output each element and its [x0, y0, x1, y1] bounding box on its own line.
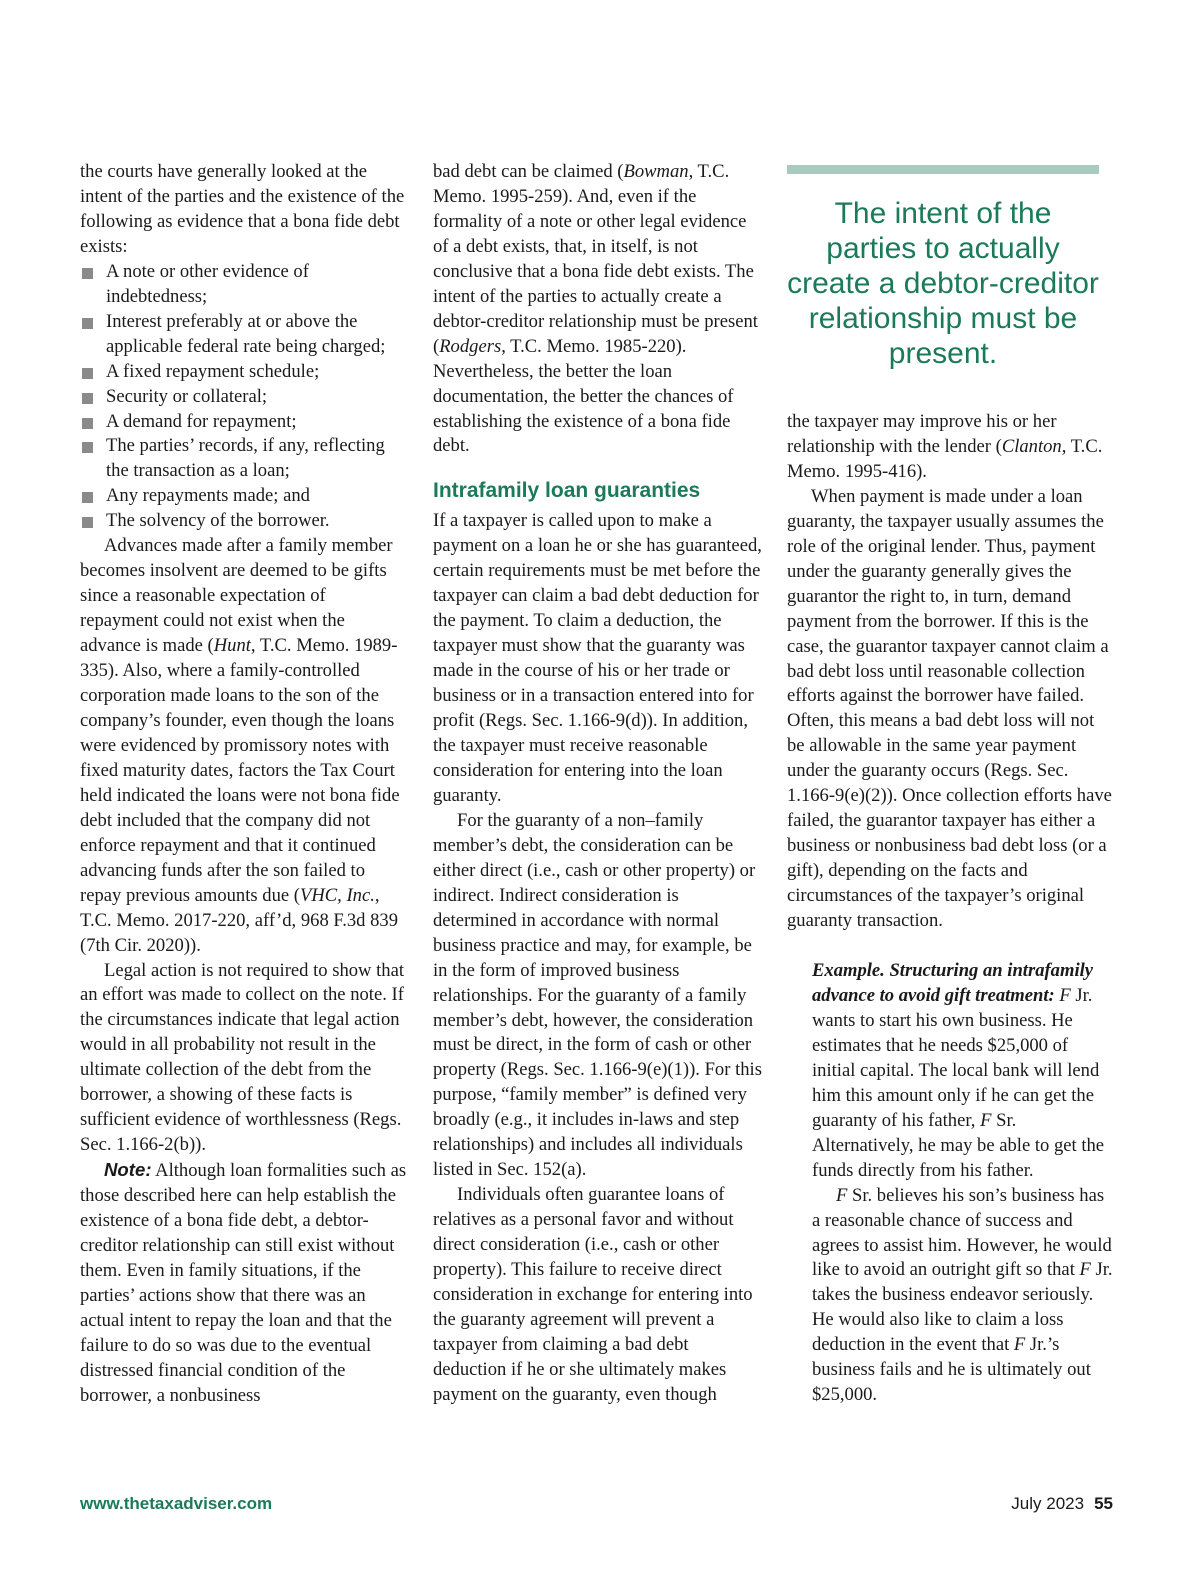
payment-paragraph: When payment is made under a loan guaranty, the taxpayer usually assumes the role of the original lender. Thus, payment under the guaranty generally gives the guarantor the right to, in turn, demand payment from the borrower. If this is the case, the guarantor taxpayer cannot claim a bad debt loss until reasonable collection efforts against the borrower have failed. Often, this means a bad debt loss will not be allowable in the same year payment under the guaranty occurs (Regs. Sec. 1.166-9(e)(2)). Once collection efforts have failed, the guarantor taxpayer has either a business or nonbusiness bad debt loss (or a gift), depending on the facts and circumstances of the taxpayer’s original guaranty transaction.	[787, 485, 1112, 932]
footer-issue	[1011, 1494, 1113, 1514]
list-item: Interest preferably at or above the applicable federal rate being charged;	[80, 310, 408, 360]
issue-date: July 2023	[1011, 1494, 1085, 1513]
legal-action-paragraph: Legal action is not required to show that an effort was made to collect on the note. If the circumstances indicate that legal action would in all probability not result in the ultimate collection of the debt from the borrower, a showing of these facts is sufficient evidence of worthlessness (Regs. Sec. 1.166-2(b)).	[80, 959, 405, 1156]
case-name: Rodgers	[439, 335, 502, 357]
list-item: Security or collateral;	[80, 385, 408, 410]
case-name: VHC, Inc.	[299, 884, 375, 906]
advances-paragraph: Advances made after a family member becomes insolvent are deemed to be gifts since a reasonable expectation of repayment could not exist when the advance is made (Hunt, T.C. Memo. 1989-335). Also, where a family-controlled corporation made loans to the son of the company’s founder, even though the loans were evidenced by promissory notes with fixed maturity dates, factors the Tax Court held indicated the loans were not bona fide debt included that the company did not enforce repayment and that it continued advancing funds after the son failed to repay previous amounts due (VHC, Inc., T.C. Memo. 2017-220, aff’d, 968 F.3d 839 (7th Cir. 2020)).	[80, 535, 400, 956]
case-name: Hunt	[213, 635, 251, 657]
pullquote: The intent of the parties to actually create a debtor-creditor relationship must be present.	[787, 197, 1099, 370]
list-item: Any repayments made; and	[80, 484, 408, 509]
column-1	[80, 160, 408, 1409]
list-item: A fixed repayment schedule;	[80, 360, 408, 385]
list-item: A note or other evidence of indebtedness;	[80, 260, 408, 310]
note-paragraph: Note: Although loan formalities such as those described here can help establish the existence of a bona fide debt, a debtor-creditor relationship can still exist without them. Even in family situations, if the parties’ actions show that there was an actual intent to repay the loan and that the failure to do so was due to the eventual distressed financial condition of the borrower, a nonbusiness	[80, 1159, 407, 1406]
section-heading: Intrafamily loan guaranties	[433, 479, 701, 503]
list-item: A demand for repayment;	[80, 410, 408, 435]
list-item: The parties’ records, if any, reflecting the transaction as a loan;	[80, 434, 408, 484]
guaranty-paragraph: If a taxpayer is called upon to make a payment on a loan he or she has guaranteed, certain requirements must be met before the taxpayer can claim a bad debt deduction for the payment. To claim a deduction, the taxpayer must show that the guaranty was made in the course of his or her trade or business or in a transaction entered into for profit (Regs. Sec. 1.166-9(d)). In addition, the taxpayer must receive reasonable consideration for entering into the loan guaranty.	[433, 510, 762, 806]
example-paragraph-2: F Sr. believes his son’s business has a reasonable chance of success and agrees to assist him. However, he would like to avoid an outright gift so that F Jr. takes the business endeavor seriously. He would also like to claim a loss deduction in the event that F Jr.’s business fails and he is ultimately out $25,000.	[812, 1184, 1113, 1406]
non-family-paragraph: For the guaranty of a non–family member’s debt, the consideration can be either direct (i.e., cash or other property) or indirect. Indirect consideration is determined in accordance with normal business practice and may, for example, be in the form of improved business relationships. For the guaranty of a family member’s debt, however, the consideration must be direct, in the form of cash or other property (Regs. Sec. 1.166-9(e)(1)). For this purpose, “family member” is defined very broadly (e.g., it includes in-laws and step relationships) and includes all individuals listed in Sec. 152(a).	[433, 809, 762, 1181]
case-name: Clanton	[1001, 435, 1062, 457]
relationship-paragraph: the taxpayer may improve his or her relationship with the lender (Clanton, T.C. Memo. 1995-416).	[787, 411, 1103, 482]
note-label: Note:	[104, 1159, 152, 1181]
bona-fide-paragraph: bad debt can be claimed (Bowman, T.C. Memo. 1995-259). And, even if the formality of a note or other legal evidence of a debt exists, that, in itself, is not conclusive that a bona fide debt exists. The intent of the parties to actually create a debtor-creditor relationship must be present (Rodgers, T.C. Memo. 1985-220). Nevertheless, the better the loan documentation, the better the chances of establishing the existence of a bona fide debt.	[433, 161, 758, 457]
example-box	[812, 959, 1115, 1408]
evidence-list	[80, 260, 408, 534]
list-item: The solvency of the borrower.	[80, 509, 408, 534]
case-name: Bowman	[623, 161, 689, 182]
pullquote-bar	[787, 165, 1099, 174]
column-2	[433, 160, 763, 1408]
example-paragraph-1: Example. Structuring an intrafamily advance to avoid gift treatment: F Jr. wants to start his own business. He estimates that he needs $25,000 of initial capital. The local bank will lend him this amount only if he can get the guaranty of his father, F Sr. Alternatively, he may be able to get the funds directly from his father.	[812, 960, 1105, 1181]
column-3	[787, 410, 1115, 1408]
example-lead: Example. Structuring an intrafamily advance to avoid gift treatment:	[812, 960, 1094, 1006]
page-number: 55	[1094, 1494, 1113, 1513]
footer-url[interactable]: www.thetaxadviser.com	[80, 1494, 273, 1513]
intro-paragraph: the courts have generally looked at the intent of the parties and the existence of the following as evidence that a bona fide debt exists:	[80, 161, 405, 257]
personal-favor-paragraph: Individuals often guarantee loans of relatives as a personal favor and without direct consideration (i.e., cash or other property). This failure to receive direct consideration in exchange for entering into the guaranty agreement will prevent a taxpayer from claiming a bad debt deduction if he or she ultimately makes payment on the guaranty, even though	[433, 1184, 753, 1405]
